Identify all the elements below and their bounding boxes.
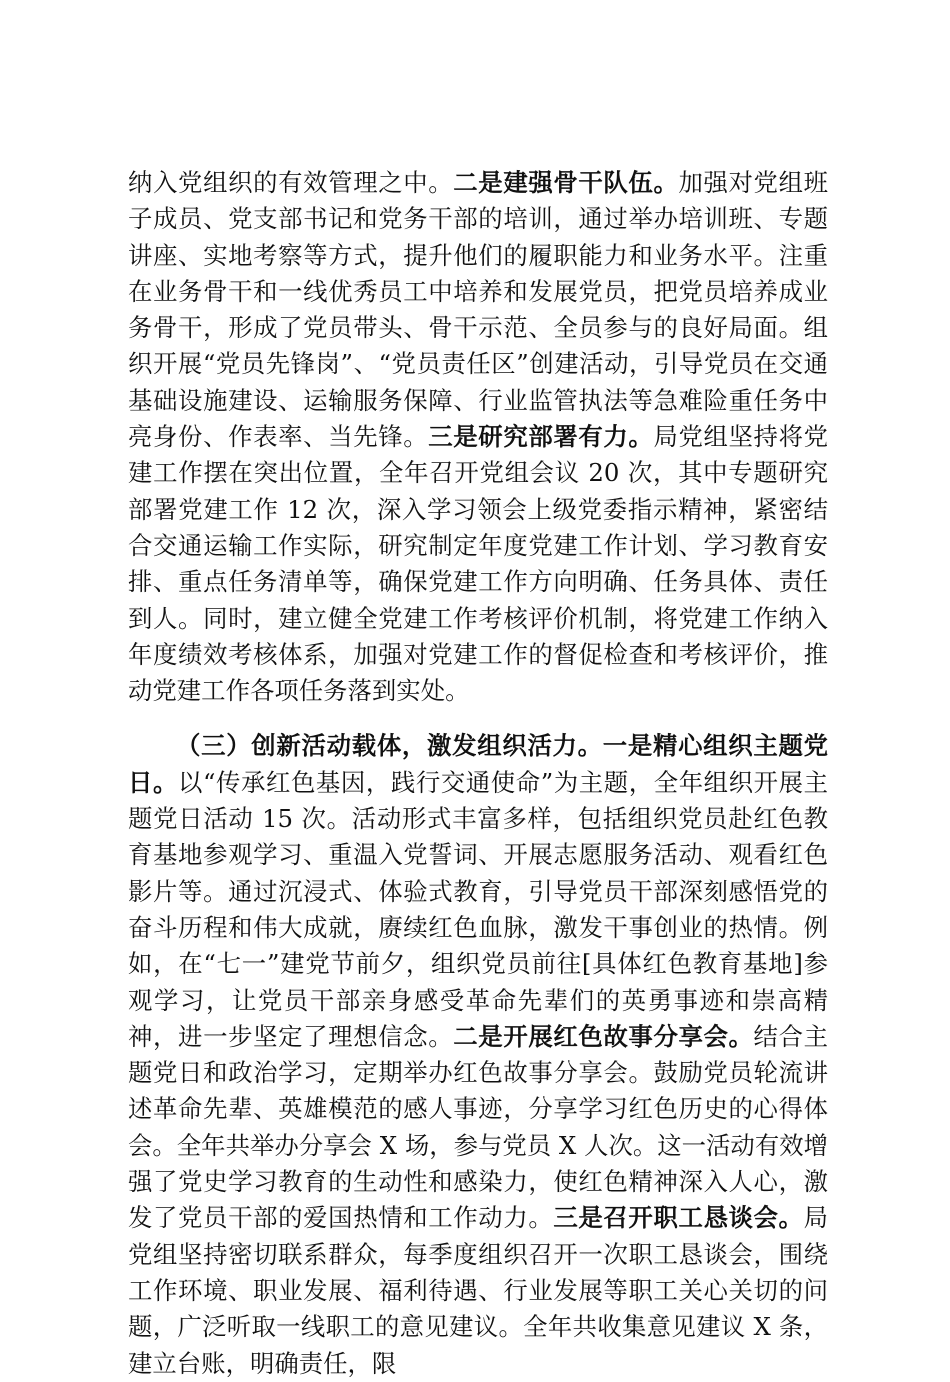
bold-heading-run: 三是研究部署有力。 [428, 422, 654, 452]
bold-heading-run: 一是精心组织主题党日。 [128, 731, 828, 797]
bold-heading-run: 二是开展红色故事分享会。 [453, 1021, 754, 1051]
bold-heading-run: 三是召开职工恳谈会。 [553, 1203, 804, 1233]
text-run: 局党组坚持密切联系群众，每季度组织召开一次职工恳谈会，围绕工作环境、职业发展、福利待遇、行业发展等职工关心关切的问题，广泛听取一线职工的意见建议。全年共收集意见建议 X 条，建立台账，明确责任，限 [128, 1203, 828, 1378]
paragraph-2 [128, 728, 828, 1381]
text-run: 局党组坚持将党建工作摆在突出位置，全年召开党组会议 20 次，其中专题研究部署党建工作 12 次，深入学习领会上级党委指示精神，紧密结合交通运输工作实际，研究制定年度党建工作计划、学习教育安排、重点任务清单等，确保党建工作方向明确、任务具体、责任到人。同时，建立健全党建工作考核评价机制，将党建工作纳入年度绩效考核体系，加强对党建工作的督促检查和考核评价，推动党建工作各项任务落到实处。 [128, 422, 828, 706]
document-page [128, 165, 828, 1382]
text-run: 纳入党组织的有效管理之中。 [128, 168, 454, 197]
text-run: 结合主题党日和政治学习，定期举办红色故事分享会。鼓励党员轮流讲述革命先辈、英雄模范的感人事迹，分享学习红色历史的心得体会。全年共举办分享会 X 场，参与党员 X 人次。这一活动有效增强了党史学习教育的生动性和感染力，使红色精神深入人心，激发了党员干部的爱国热情和工作动力。 [128, 1021, 828, 1233]
section-heading-run: （三）创新活动载体，激发组织活力。 [176, 731, 603, 761]
text-run: 以“传承红色基因，践行交通使命”为主题，全年组织开展主题党日活动 15 次。活动形式丰富多样，包括组织党员赴红色教育基地参观学习、重温入党誓词、开展志愿服务活动、观看红色影片等。通过沉浸式、体验式教育，引导党员干部深刻感悟党的奋斗历程和伟大成就，赓续红色血脉，激发干事创业的热情。例如，在“七一”建党节前夕，组织党员前往[具体红色教育基地]参观学习，让党员干部亲身感受革命先辈们的英勇事迹和崇高精神，进一步坚定了理想信念。 [128, 767, 828, 1051]
text-run: 加强对党组班子成员、党支部书记和党务干部的培训，通过举办培训班、专题讲座、实地考察等方式，提升他们的履职能力和业务水平。注重在业务骨干和一线优秀员工中培养和发展党员，把党员培养成业务骨干，形成了党员带头、骨干示范、全员参与的良好局面。组织开展“党员先锋岗”、“党员责任区”创建活动，引导党员在交通基础设施建设、运输服务保障、行业监管执法等急难险重任务中亮身份、作表率、当先锋。 [128, 168, 828, 452]
bold-heading-run: 二是建强骨干队伍。 [453, 168, 679, 197]
paragraph-1 [128, 165, 828, 709]
